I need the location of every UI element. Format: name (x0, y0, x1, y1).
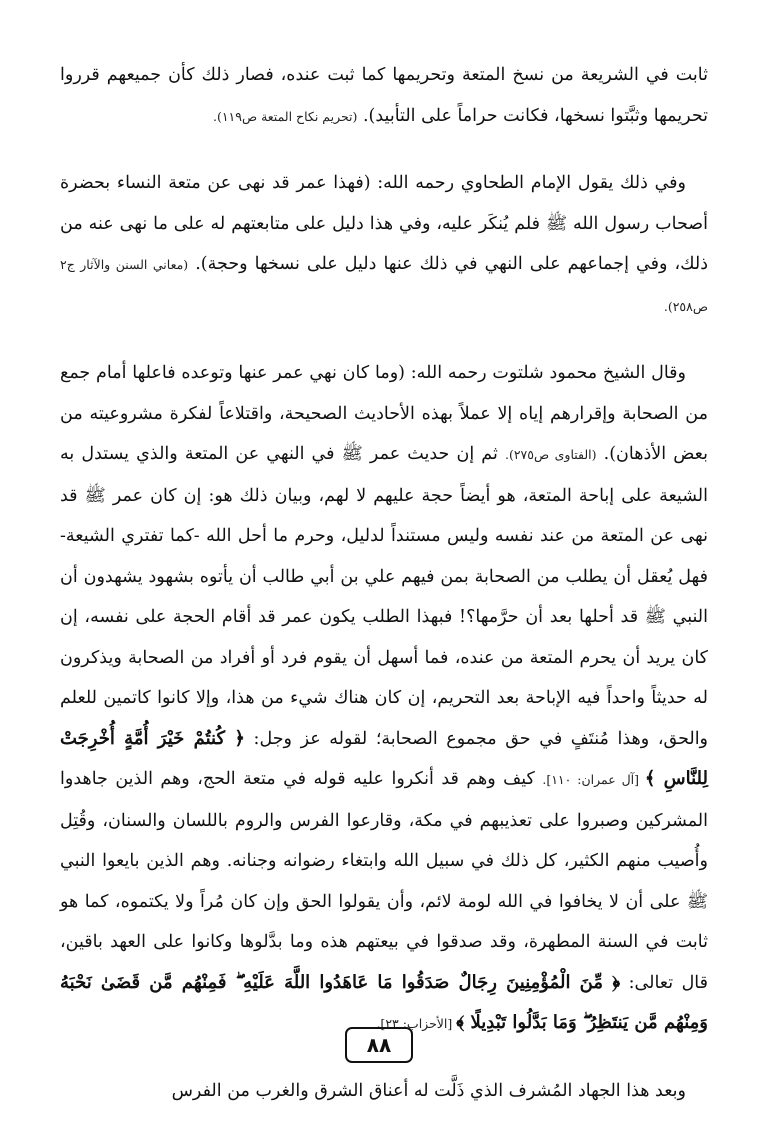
page-footer (0, 1027, 758, 1063)
paragraph-text: وفي ذلك يقول الإمام الطحاوي رحمه الله: (فهذا عمر قد نهى عن متعة النساء بحضرة أصحاب رسول الله ﷺ فلم يُنكَر عليه، وفي هذا دليل على متابعتهم له على ما نهى عنه من ذلك، وفي إجماعهم على النهي في ذلك عنها دليل على نسخها وحجة). (60, 173, 708, 274)
paragraph-tahawi-quote (60, 163, 708, 327)
citation: (معاني السنن والآثار ج٢ ص٢٥٨). (60, 257, 708, 314)
citation: (الفتاوى ص٢٧٥). (504, 447, 597, 462)
paragraph-text: كيف وهم قد أنكروا عليه قوله في متعة الحج، وهم الذين جاهدوا المشركين وصبروا على تعذيبهم في مكة، وقارعوا الفرس والروم باللسان والسنان، وقُتِل وأُصيب منهم الكثير، كل ذلك في سبيل الله وابتغاء رضوانه وجنانه. وهم الذين بايعوا النبي ﷺ على أن لا يخافوا في الله لومة لائم، وأن يقولوا الحق وإن كان مُراً ولا يكتموه، كما هو ثابت في السنة المطهرة، وقد صدقوا في بيعتهم هذه وما بدَّلوها وكانوا على العهد باقين، قال تعالى: (60, 769, 708, 993)
paragraph-text: ثم إن حديث عمر ﷺ في النهي عن المتعة والذي يستدل به الشيعة على إباحة المتعة، هو أيضاً حجة عليهم لا لهم، وبيان ذلك هو: إن كان عمر ﷺ قد نهى عن المتعة من عند نفسه وليس مستنداً لدليل، وحرم ما أحل الله -كما تفتري الشيعة- فهل يُعقل أن يطلب من الصحابة بمن فيهم علي بن أبي طالب أن يأتوه بشهود يشهدون أن النبي ﷺ قد أحلها بعد أن حرَّمها؟! فبهذا الطلب يكون عمر قد أقام الحجة على نفسه، إن كان يريد أن يحرم المتعة من عنده، فما أسهل أن يقوم فرد أو أفراد من الصحابة ويذكرون له حديثاً واحداً فيه الإباحة بعد التحريم، إن كان هناك شيء من هذا، وإلا كانوا كاتمين للعلم والحق، وهذا مُنتَفٍ في حق مجموع الصحابة؛ لقوله عز وجل: (60, 444, 709, 749)
paragraph-text: وقال الشيخ محمود شلتوت رحمه الله: (وما كان نهي عمر عنها وتوعده فاعلها أمام جمع من الصحابة وإقرارهم إياه إلا عملاً بهذه الأحاديث الصحيحة، واقتلاعاً لفكرة مشروعيته من بعض الأذهان). (60, 363, 708, 464)
citation: [آل عمران: ١١٠]. (542, 772, 645, 787)
paragraph-text: ثابت في الشريعة من نسخ المتعة وتحريمها كما ثبت عنده، فصار ذلك كأن جميعهم قرروا تحريمها وثبَّتوا نسخها، فكانت حراماً على التأبيد). (60, 65, 708, 126)
citation: (تحريم نكاح المتعة ص١١٩). (212, 108, 358, 124)
citation: [الأحزاب: ٢٣]. (376, 1016, 457, 1031)
paragraph-closing (60, 1071, 708, 1112)
paragraph-continuation (60, 55, 708, 137)
page-number: ٨٨ (345, 1027, 413, 1063)
document-page (60, 55, 708, 1137)
quran-verse: ﴿ مِّنَ الْمُؤْمِنِينَ رِجَالٌ صَدَقُوا مَا عَاهَدُوا اللَّهَ عَلَيْهِ ۖ فَمِنْهُم مَّن قَضَىٰ نَحْبَهُ وَمِنْهُم مَّن يَنتَظِرُ ۖ وَمَا بَدَّلُوا تَبْدِيلًا ﴾ (60, 971, 708, 1033)
quran-verse: ﴿ كُنتُمْ خَيْرَ أُمَّةٍ أُخْرِجَتْ لِلنَّاسِ ﴾ (60, 727, 708, 789)
paragraph-shaltut-quote (60, 353, 708, 1045)
paragraph-text: وبعد هذا الجهاد المُشرف الذي ذَلَّت له أعناق الشرق والغرب من الفرس (171, 1080, 686, 1101)
